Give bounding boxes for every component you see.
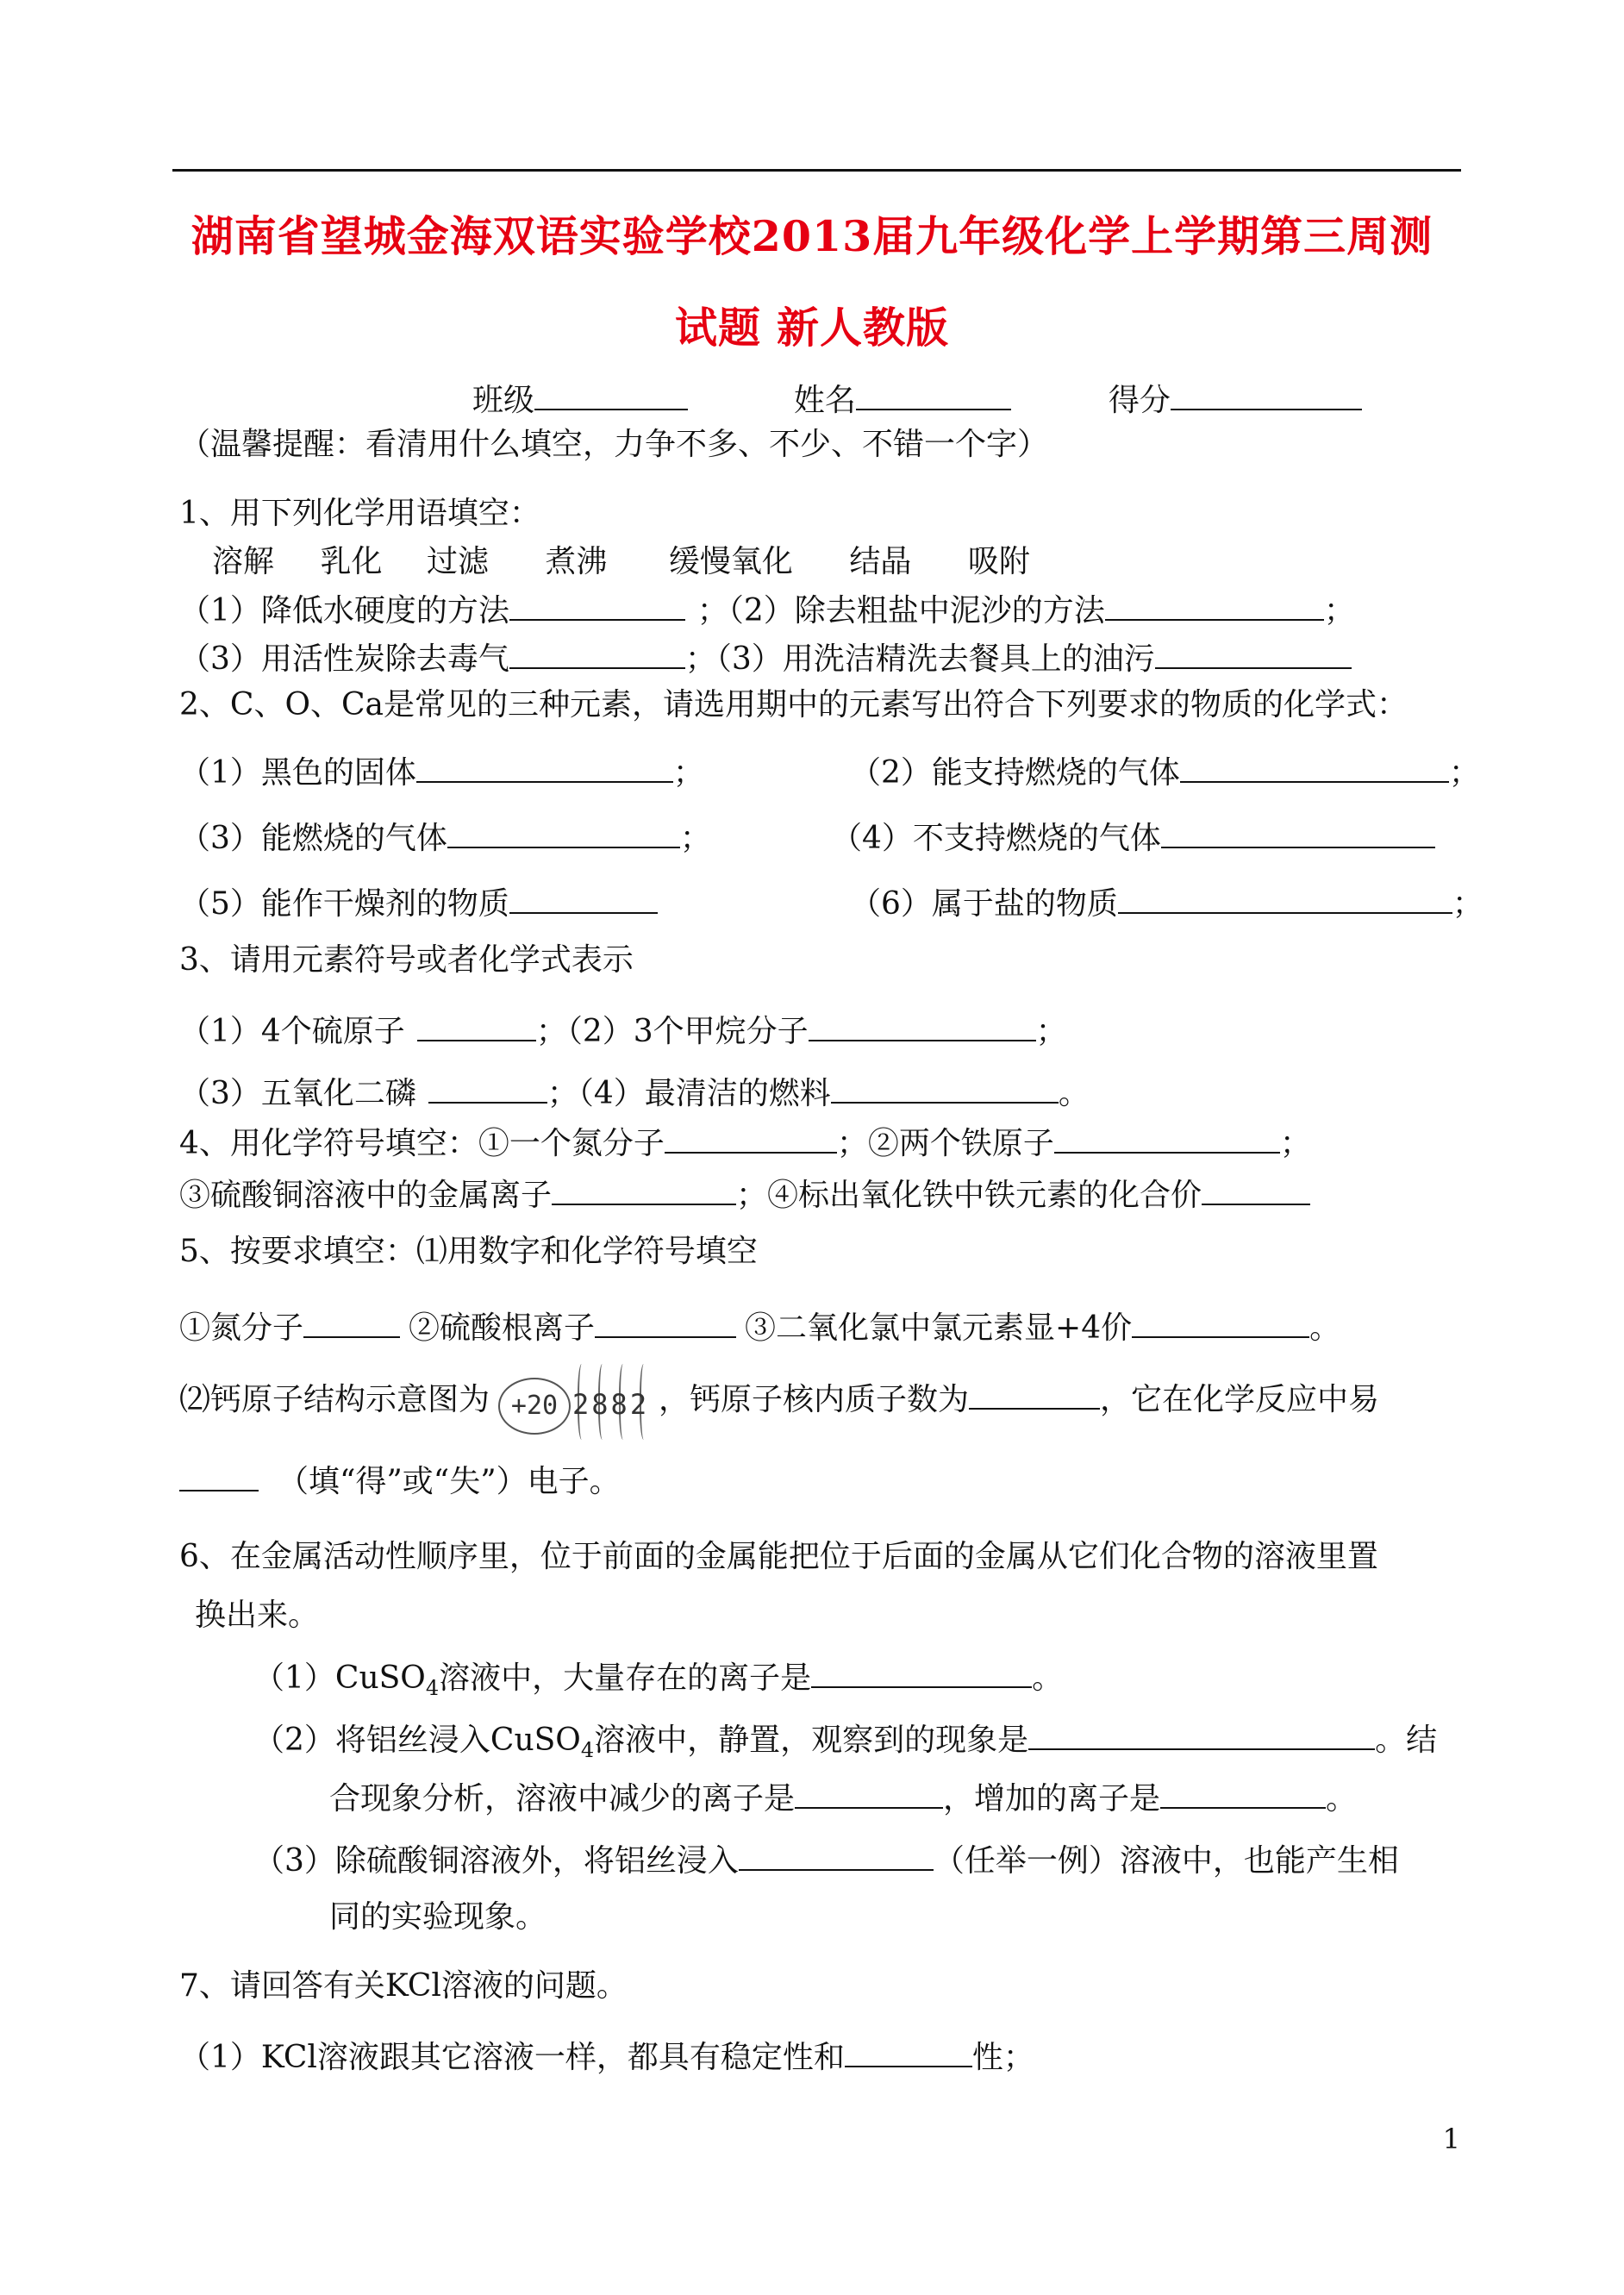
q2-item-1: （1）黑色的固体 bbox=[179, 755, 416, 791]
answer-blank[interactable] bbox=[1105, 590, 1324, 621]
q6-row2 bbox=[253, 1719, 1438, 1763]
punctuation: ； bbox=[679, 821, 711, 856]
q6-stem-1: 6、在金属活动性顺序里，位于前面的金属能把位于后面的金属从它们化合物的溶液里置 bbox=[179, 1539, 1378, 1574]
q6-item-2d: 合现象分析，溶液中减少的离子是 bbox=[329, 1781, 796, 1817]
q2-stem: 2、C、O、Ca是常见的三种元素，请选用期中的元素写出符合下列要求的物质的化学式： bbox=[179, 687, 1408, 722]
answer-blank[interactable] bbox=[1160, 1778, 1326, 1809]
answer-blank[interactable] bbox=[1155, 638, 1352, 669]
option-item: 溶解 bbox=[212, 544, 275, 579]
q1-item-1: （1）降低水硬度的方法 bbox=[179, 593, 509, 628]
class-field[interactable] bbox=[534, 379, 688, 410]
q3-row2 bbox=[179, 1072, 1090, 1112]
answer-blank[interactable] bbox=[509, 638, 685, 669]
q4-stem: 4、用化学符号填空：①一个氮分子 bbox=[179, 1126, 665, 1161]
name-field[interactable] bbox=[856, 379, 1011, 410]
q6-row1 bbox=[253, 1657, 1064, 1701]
answer-blank[interactable] bbox=[447, 817, 680, 848]
answer-blank[interactable] bbox=[1161, 817, 1435, 848]
q6-row5: 同的实验现象。 bbox=[329, 1899, 547, 1935]
punctuation: ； bbox=[1279, 1126, 1311, 1161]
answer-blank[interactable] bbox=[1202, 1174, 1310, 1205]
q2-row3-right bbox=[850, 883, 1483, 922]
q1-options bbox=[212, 543, 1030, 580]
q2-item-2: （2）能支持燃烧的气体 bbox=[850, 755, 1180, 791]
info-row bbox=[472, 379, 1362, 419]
q5-row3 bbox=[179, 1460, 621, 1500]
q2-item-3: （3）能燃烧的气体 bbox=[179, 821, 447, 856]
q7-item-1: （1）KCl溶液跟其它溶液一样，都具有稳定性和 bbox=[179, 2040, 845, 2075]
answer-blank[interactable] bbox=[1054, 1122, 1280, 1154]
option-item: 乳化 bbox=[320, 544, 383, 579]
option-item: 吸附 bbox=[967, 544, 1030, 579]
answer-blank[interactable] bbox=[417, 1010, 536, 1041]
q7-row1 bbox=[179, 2036, 1034, 2076]
q5-stem: 5、按要求填空：⑴用数字和化学符号填空 bbox=[179, 1234, 758, 1269]
q1-item-4: ；（3）用洗洁精洗去餐具上的油污 bbox=[684, 641, 1155, 677]
answer-blank[interactable] bbox=[509, 590, 685, 621]
answer-blank[interactable] bbox=[509, 883, 658, 914]
q6-item-3b: （任举一例）溶液中，也能产生相 bbox=[933, 1843, 1399, 1879]
page-number: 1 bbox=[1442, 2123, 1460, 2155]
q2-row3 bbox=[179, 883, 658, 922]
q5-item-5: ，钙原子核内质子数为 bbox=[659, 1382, 970, 1417]
q6-item-1b: 溶液中，大量存在的离子是 bbox=[439, 1660, 812, 1696]
answer-blank[interactable] bbox=[665, 1122, 837, 1154]
q6-item-2c: 。结 bbox=[1375, 1723, 1438, 1758]
q5-item-1: ①氮分子 bbox=[179, 1310, 304, 1346]
answer-blank[interactable] bbox=[969, 1379, 1100, 1410]
q5-row2 bbox=[179, 1359, 1379, 1445]
q5-item-3: ③二氧化氯中氯元素显+4价 bbox=[745, 1310, 1133, 1346]
punctuation: ； bbox=[1448, 755, 1480, 791]
subscript: 4 bbox=[425, 1676, 440, 1701]
subscript: 4 bbox=[580, 1738, 595, 1763]
q1-item-2: ；（2）除去粗盐中泥沙的方法 bbox=[696, 593, 1105, 628]
q7-item-1b: 性； bbox=[971, 2040, 1034, 2075]
q2-row1 bbox=[179, 752, 704, 791]
answer-blank[interactable] bbox=[552, 1174, 736, 1205]
answer-blank[interactable] bbox=[595, 1307, 736, 1338]
header-rule bbox=[172, 169, 1461, 172]
q4-row1 bbox=[179, 1122, 1311, 1162]
q3-row1 bbox=[179, 1010, 1067, 1050]
name-label: 姓名 bbox=[793, 383, 856, 418]
q6-item-2e: ，增加的离子是 bbox=[943, 1781, 1161, 1817]
answer-blank[interactable] bbox=[1132, 1307, 1309, 1338]
punctuation: ； bbox=[1323, 593, 1355, 628]
calcium-atom-diagram bbox=[493, 1359, 655, 1445]
option-item: 过滤 bbox=[426, 544, 489, 579]
q4-item-3: ③硫酸铜溶液中的金属离子 bbox=[179, 1178, 553, 1213]
q2-item-6: （6）属于盐的物质 bbox=[850, 886, 1118, 922]
q1-item-3: （3）用活性炭除去毒气 bbox=[179, 641, 509, 677]
option-item: 缓慢氧化 bbox=[668, 544, 793, 579]
nucleus: +20 bbox=[498, 1378, 571, 1435]
answer-blank[interactable] bbox=[845, 2036, 972, 2067]
answer-blank[interactable] bbox=[739, 1840, 934, 1871]
q7-stem: 7、请回答有关KCl溶液的问题。 bbox=[179, 1968, 628, 2004]
q1-row1 bbox=[179, 590, 1355, 629]
q5-item-6: ，它在化学反应中易 bbox=[1100, 1382, 1380, 1417]
score-label: 得分 bbox=[1108, 383, 1171, 418]
q2-row2 bbox=[179, 817, 711, 857]
q3-stem: 3、请用元素符号或者化学式表示 bbox=[179, 942, 634, 978]
q5-item-2: ②硫酸根离子 bbox=[409, 1310, 596, 1346]
q2-row1-right bbox=[850, 752, 1480, 791]
answer-blank[interactable] bbox=[1180, 752, 1449, 783]
punctuation: ； bbox=[672, 755, 704, 791]
option-item: 煮沸 bbox=[545, 544, 608, 579]
answer-blank[interactable] bbox=[831, 1072, 1059, 1104]
answer-blank[interactable] bbox=[809, 1010, 1036, 1041]
answer-blank[interactable] bbox=[795, 1778, 943, 1809]
q6-item-2b: 溶液中，静置，观察到的现象是 bbox=[594, 1723, 1029, 1758]
q6-row4 bbox=[253, 1840, 1399, 1879]
answer-blank[interactable] bbox=[811, 1657, 1032, 1688]
q6-item-3: （3）除硫酸铜溶液外，将铝丝浸入 bbox=[253, 1843, 739, 1879]
page-title-line2: 试题 新人教版 bbox=[674, 303, 950, 353]
q1-row2 bbox=[179, 638, 1352, 678]
answer-blank[interactable] bbox=[416, 752, 673, 783]
class-label: 班级 bbox=[472, 383, 535, 418]
q5-row1 bbox=[179, 1307, 1340, 1347]
q4-row2 bbox=[179, 1174, 1310, 1214]
answer-blank[interactable] bbox=[428, 1072, 547, 1104]
answer-blank[interactable] bbox=[1028, 1719, 1375, 1750]
q6-stem-2: 换出来。 bbox=[195, 1598, 320, 1633]
punctuation: 。 bbox=[1309, 1310, 1341, 1346]
score-field[interactable] bbox=[1171, 379, 1362, 410]
answer-blank[interactable] bbox=[1118, 883, 1452, 914]
q2-row2-right bbox=[831, 817, 1435, 857]
q4-item-4: ；④标出氧化铁中铁元素的化合价 bbox=[736, 1178, 1202, 1213]
q1-stem: 1、用下列化学用语填空： bbox=[179, 496, 540, 531]
q3-item-1: （1）4个硫原子 bbox=[179, 1014, 405, 1049]
q2-item-5: （5）能作干燥剂的物质 bbox=[179, 886, 509, 922]
q5-item-7: （填“得”或“失”）电子。 bbox=[278, 1464, 621, 1499]
punctuation: 。 bbox=[1326, 1781, 1358, 1817]
q3-item-2: ；（2）3个甲烷分子 bbox=[535, 1014, 809, 1049]
punctuation: 。 bbox=[1032, 1660, 1064, 1696]
answer-blank[interactable] bbox=[179, 1460, 259, 1491]
electron-shells: 2882 bbox=[572, 1388, 650, 1421]
q5-item-4: ⑵钙原子结构示意图为 bbox=[179, 1382, 490, 1417]
punctuation: 。 bbox=[1058, 1076, 1090, 1111]
q3-item-4: ；（4）最清洁的燃料 bbox=[547, 1076, 831, 1111]
page-title: 湖南省望城金海双语实验学校2013届九年级化学上学期第三周测 bbox=[191, 211, 1433, 261]
answer-blank[interactable] bbox=[303, 1307, 400, 1338]
q3-item-3: （3）五氧化二磷 bbox=[179, 1076, 416, 1111]
punctuation: ； bbox=[1035, 1014, 1067, 1049]
tip-text: （温馨提醒：看清用什么填空，力争不多、不少、不错一个字） bbox=[179, 427, 1049, 462]
q6-item-2: （2）将铝丝浸入CuSO bbox=[253, 1723, 581, 1758]
option-item: 结晶 bbox=[849, 544, 912, 579]
q2-item-4: （4）不支持燃烧的气体 bbox=[831, 821, 1161, 856]
punctuation: ； bbox=[1452, 886, 1483, 922]
q6-row3 bbox=[329, 1778, 1357, 1817]
q4-item-2: ；②两个铁原子 bbox=[836, 1126, 1054, 1161]
q6-item-1: （1）CuSO bbox=[253, 1660, 426, 1696]
